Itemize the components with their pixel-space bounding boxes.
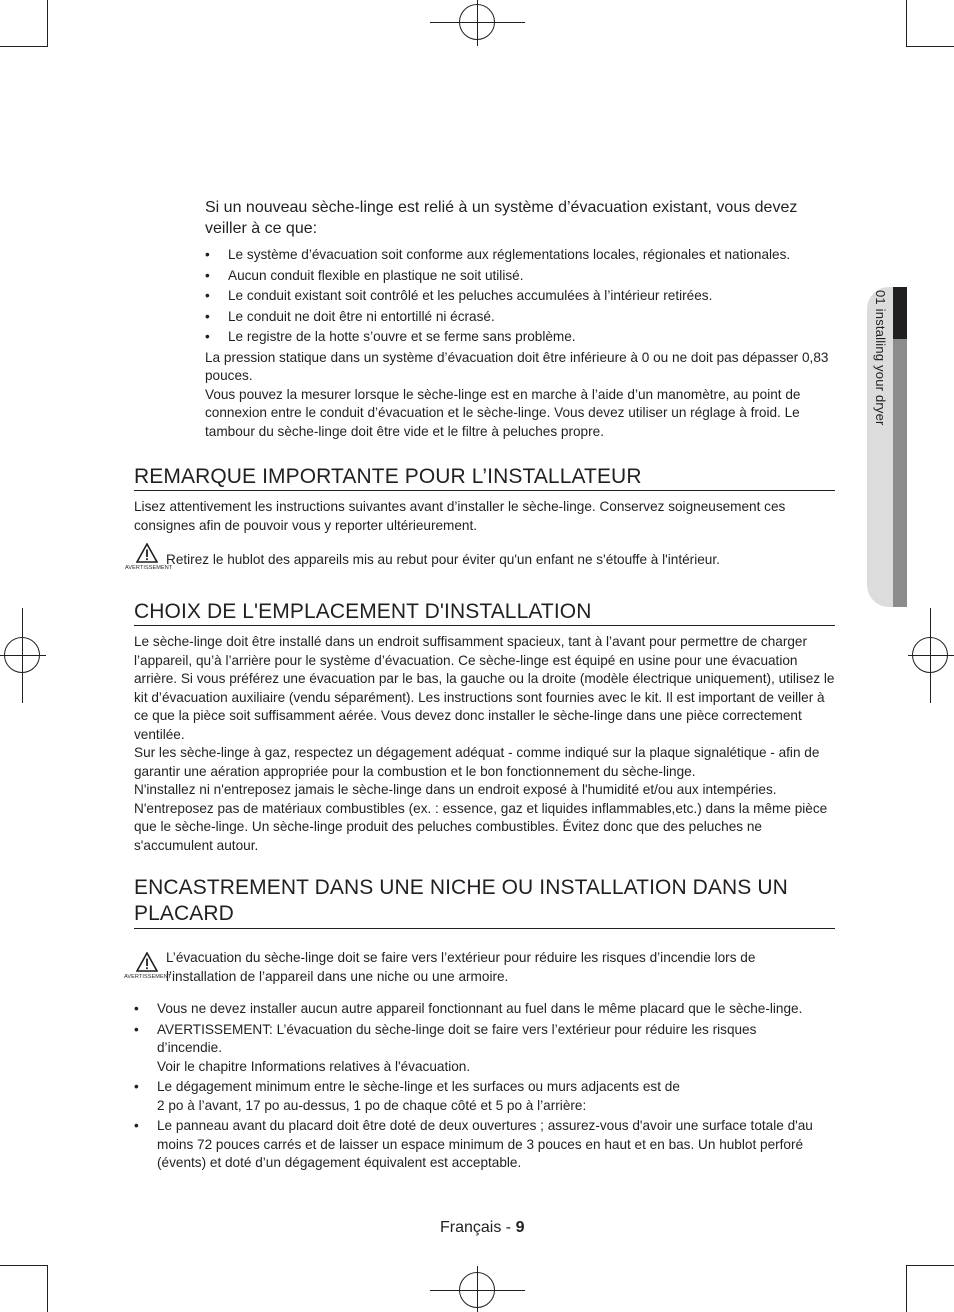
list-item: • Le système d’évacuation soit conforme aux réglementations locales, régionales et nationales. (205, 246, 835, 265)
intro-paragraph: Vous pouvez la mesurer lorsque le sèche-linge est en marche à l’aide d’un manomètre, au point de connexion entre le conduit d’évacuation et le sèche-linge. Vous devez utiliser un réglage à froid. Le tambour du sèche-linge doit être vide et le filtre à peluches propre. (205, 386, 801, 439)
registration-line (477, 0, 478, 46)
warning-icon (124, 543, 173, 579)
list-item (134, 1021, 824, 1077)
crop-mark (906, 1265, 954, 1266)
page-number: 9 (515, 1219, 525, 1236)
list-item-subtext: Voir le chapitre Informations relatives à l'évacuation. (157, 1058, 471, 1074)
section1-warning (166, 551, 836, 570)
warning-icon (124, 952, 172, 988)
registration-line (908, 655, 954, 656)
section-paragraph: N'installez ni n'entreposez jamais le sèche-linge dans un endroit exposé à l'humidité et/ou aux intempéries. N'entreposez pas de matériaux combustibles (ex. : essence, gaz et liquides inflammables,etc.) dans la même pièce que le sèche-linge. Un sèche-linge produit des peluches combustibles. Évitez donc que des peluches ne s'accumulent autour. (134, 782, 828, 853)
intro-paragraph: La pression statique dans un système d’évacuation doit être inférieure à 0 ou ne doit pas dépasser 0,83 pouces. (205, 349, 829, 383)
page-footer (440, 1219, 524, 1237)
chapter-tab-marker (893, 287, 907, 339)
list-item: • Le conduit existant soit contrôlé et les peluches accumulées à l’intérieur retirées. (205, 287, 835, 306)
list-item-subtext: 2 po à l’avant, 17 po au-dessus, 1 po de chaque côté et 5 po à l’arrière: (157, 1097, 587, 1113)
list-item (134, 1117, 824, 1173)
intro-block (205, 197, 835, 441)
list-item: • Le registre de la hotte s’ouvre et se ferme sans problème. (205, 328, 835, 347)
chapter-tab-bar (893, 339, 907, 607)
section3-bullet-list (134, 1000, 824, 1173)
warning-triangle-icon (136, 543, 158, 563)
crop-mark (47, 1265, 48, 1312)
crop-mark (906, 1265, 907, 1312)
list-item: • Le conduit ne doit être ni entortillé ni écrasé. (205, 308, 835, 327)
intro-bullet-list (205, 246, 835, 347)
section3-bullets (134, 1000, 824, 1174)
chapter-tab-label: 01 installing your dryer (873, 290, 888, 426)
list-item (134, 1078, 824, 1115)
section-heading: CHOIX DE L'EMPLACEMENT D'INSTALLATION (134, 599, 835, 626)
registration-line (477, 1266, 478, 1312)
warning-triangle-icon (136, 952, 158, 972)
intro-lead: Si un nouveau sèche-linge est relié à un système d’évacuation existant, vous devez veiller à ce que: (205, 199, 798, 237)
crop-mark (906, 0, 907, 47)
footer-language: Français - (440, 1219, 516, 1236)
section3-warning (166, 949, 816, 986)
crop-mark (906, 46, 954, 47)
warning-text: L’évacuation du sèche-linge doit se faire vers l’extérieur pour réduire les risques d’incendie lors de l’installation de l’appareil dans une niche ou une armoire. (166, 950, 756, 984)
section-paragraph: Sur les sèche-linge à gaz, respectez un dégagement adéquat - comme indiqué sur la plaque signalétique - afin de garantir une aération appropriée pour la combustion et le bon fonctionnement du sèche-linge. (134, 745, 820, 779)
registration-line (930, 608, 931, 703)
section-paragraph: Le sèche-linge doit être installé dans un endroit suffisamment spacieux, tant à l’avant pour permettre de charger l’appareil, qu’à l’arrière pour le système d’évacuation. Ce sèche-linge est équipé en usine pour une évacuation arrière. Si vous préférez une évacuation par le bas, la gauche ou la droite (modèle électrique uniquement), utilisez le kit d’évacuation auxiliaire (vendu séparément). Les instructions sont fournies avec le kit. Il est important de veiller à ce que la pièce soit suffisamment aérée. Vous devez donc installer le sèche-linge dans une pièce correctement ventilée. (134, 634, 835, 742)
list-item-text: Le dégagement minimum entre le sèche-linge et les surfaces ou murs adjacents est de (157, 1079, 680, 1094)
registration-line (22, 608, 23, 703)
crop-mark (0, 46, 48, 47)
list-item: • Aucun conduit flexible en plastique ne soit utilisé. (205, 267, 835, 286)
list-item (134, 1000, 824, 1019)
list-item-text: Vous ne devez installer aucun autre appareil fonctionnant au fuel dans le même placard que le sèche-linge. (157, 1001, 803, 1016)
crop-mark (0, 1265, 48, 1266)
section1-body (134, 498, 836, 535)
registration-line (0, 655, 46, 656)
section-heading: REMARQUE IMPORTANTE POUR L’INSTALLATEUR (134, 464, 835, 491)
list-item-text: AVERTISSEMENT: L’évacuation du sèche-linge doit se faire vers l’extérieur pour réduire les risques d’incendie. (157, 1021, 757, 1055)
warning-label: AVERTISSEMENT (125, 565, 173, 571)
section-paragraph: Lisez attentivement les instructions suivantes avant d’installer le sèche-linge. Conservez soigneusement ces consignes afin de pouvoir vous y reporter ultérieurement. (134, 499, 786, 533)
warning-label: AVERTISSEMENT (124, 974, 172, 980)
section2-body (134, 633, 836, 855)
warning-text: Retirez le hublot des appareils mis au rebut pour éviter qu'un enfant ne s'étouffe à l'intérieur. (166, 552, 720, 567)
crop-mark (47, 0, 48, 47)
section-heading: ENCASTREMENT DANS UNE NICHE OU INSTALLATION DANS UN PLACARD (134, 875, 835, 929)
list-item-text: Le panneau avant du placard doit être doté de deux ouvertures ; assurez-vous d'avoir une surface totale d'au moins 72 pouces carrés et de laisser un espace minimum de 3 pouces en haut et en bas. Un hublot perforé (évents) et doté d’un dégagement équivalent est acceptable. (157, 1118, 813, 1170)
